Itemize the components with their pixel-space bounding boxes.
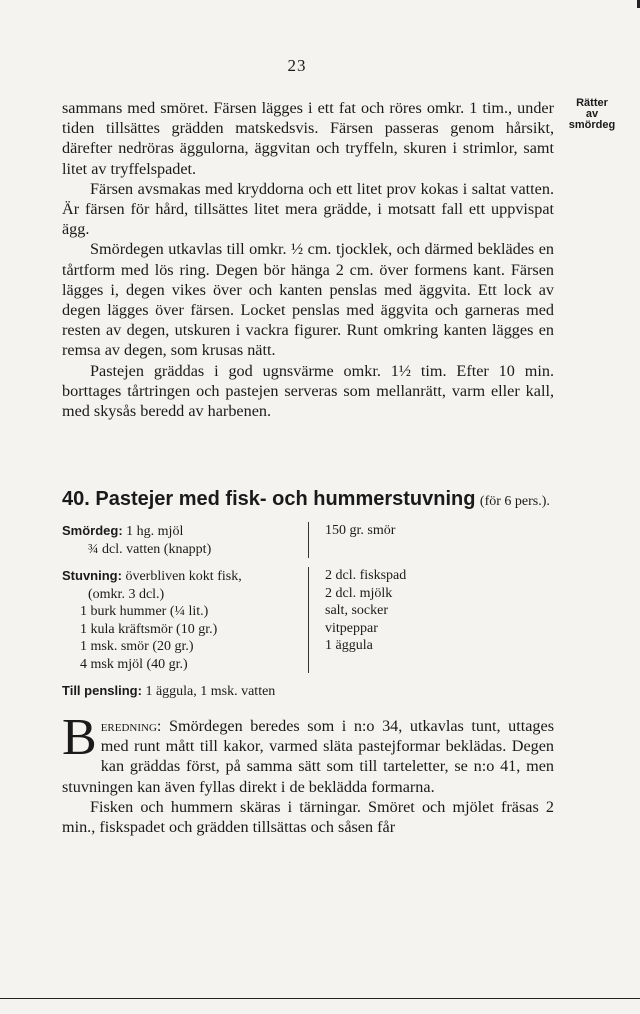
scan-bottom-edge [0, 998, 640, 999]
method-body: Smördegen beredes som i n:o 34, utkavlas tunt, uttages med runt mått till kakor, varmed släta pastejformar beklädas. Degen kan gräddas först, på samma sätt som till tarteletter, se n:o 41, men stuvningen kan även fyllas direkt i de beklädda formarna. [62, 717, 555, 796]
ingredient-item: vitpeppar [325, 620, 378, 636]
ingredient-item: 150 gr. smör [325, 523, 396, 538]
method-paragraph: Fisken och hummern skäras i tärningar. Smöret och mjölet fräsas 2 min., fiskspadet och grädden tillsättas och såsen får [62, 797, 554, 837]
recipe-title: 40. Pastejer med fisk- och hummerstuvning [62, 488, 476, 510]
method-lead: eredning: [100, 717, 162, 735]
paragraph: Pastejen gräddas i god ugnsvärme omkr. 1½ tim. Efter 10 min. borttages tårtringen och pastejen serveras som mellanrätt, varm eller kall, med skysås beredd av harbenen. [62, 361, 554, 421]
margin-note-line: smördeg [568, 119, 616, 131]
spacer-line [325, 540, 395, 558]
section-label: Stuvning: [62, 568, 122, 583]
ingredient-item: 1 burk hummer (¼ lit.) [80, 604, 209, 619]
ingredient-item: 1 hg. mjöl [126, 524, 184, 539]
ingredient-line [62, 567, 302, 586]
ingredient-column-left [62, 522, 308, 558]
ingredient-item: salt, socker [325, 603, 388, 618]
ingredient-section-smordeg [62, 522, 556, 558]
ingredient-column-right [308, 522, 395, 558]
paragraph: Färsen avsmakas med kryddorna och ett litet prov kokas i saltat vatten. Är färsen för hård, tillsättes litet mera grädde, i motsatt fall ett uppvispat ägg. [62, 179, 554, 239]
ingredient-line [62, 522, 302, 541]
ingredient-item: 4 msk mjöl (40 gr.) [80, 656, 188, 672]
section-label: Smördeg: [62, 523, 123, 538]
ingredient-item: 2 dcl. fiskspad [325, 568, 407, 583]
ingredient-column-left [62, 567, 308, 673]
margin-note-line: av [585, 108, 599, 120]
spacer-line [325, 655, 406, 673]
recipe-servings: (för 6 pers.). [479, 494, 550, 509]
ingredient-item: 1 äggula, 1 msk. vatten [145, 684, 276, 699]
ingredient-item: överbliven kokt fisk, [125, 569, 242, 584]
ingredient-item: 1 äggula [325, 638, 373, 653]
pensling-line [62, 683, 275, 700]
paragraph: sammans med smöret. Färsen lägges i ett fat och röres omkr. 1 tim., under tiden tillsättes grädden matskedsvis. Färsen passeras genom hårsikt, därefter nedröras äggulorna, äggvitan och tryffeln, skuren i strimlor, samt litet av tryffelspadet. [62, 99, 554, 178]
ingredient-item: 1 msk. smör (20 gr.) [80, 639, 194, 654]
method-paragraph [62, 709, 555, 797]
intro-text [62, 98, 554, 421]
paragraph: Smördegen utkavlas till omkr. ½ cm. tjocklek, och därmed beklädes en tårtform med lös ring. Degen bör hänga 2 cm. över formens kant. Färsen lägges i, degen vikes över och kanten penslas med äggvita. Ett lock av degen lägges över färsen. Locket penslas med äggvita och garneras med resten av degen, utskuren i vackra figurer. Runt omkring kanten lägges en remsa av degen, som krusas nätt. [62, 240, 554, 360]
ingredient-item: 2 dcl. mjölk [325, 585, 393, 601]
section-label: Till pensling: [62, 683, 142, 698]
ingredient-list [62, 522, 556, 682]
margin-note-line: Rätter [576, 97, 608, 109]
method-text [62, 709, 555, 837]
recipe-heading [62, 488, 622, 511]
ingredient-section-stuvning [62, 567, 556, 673]
ingredient-item: (omkr. 3 dcl.) [88, 586, 165, 602]
ingredient-item: 1 kula kräftsmör (10 gr.) [80, 621, 218, 637]
ingredient-column-right [308, 567, 406, 673]
margin-note [552, 98, 632, 131]
drop-cap: B [62, 709, 97, 766]
ingredient-item: ¾ dcl. vatten (knappt) [88, 541, 212, 557]
page-number: 23 [287, 56, 307, 75]
